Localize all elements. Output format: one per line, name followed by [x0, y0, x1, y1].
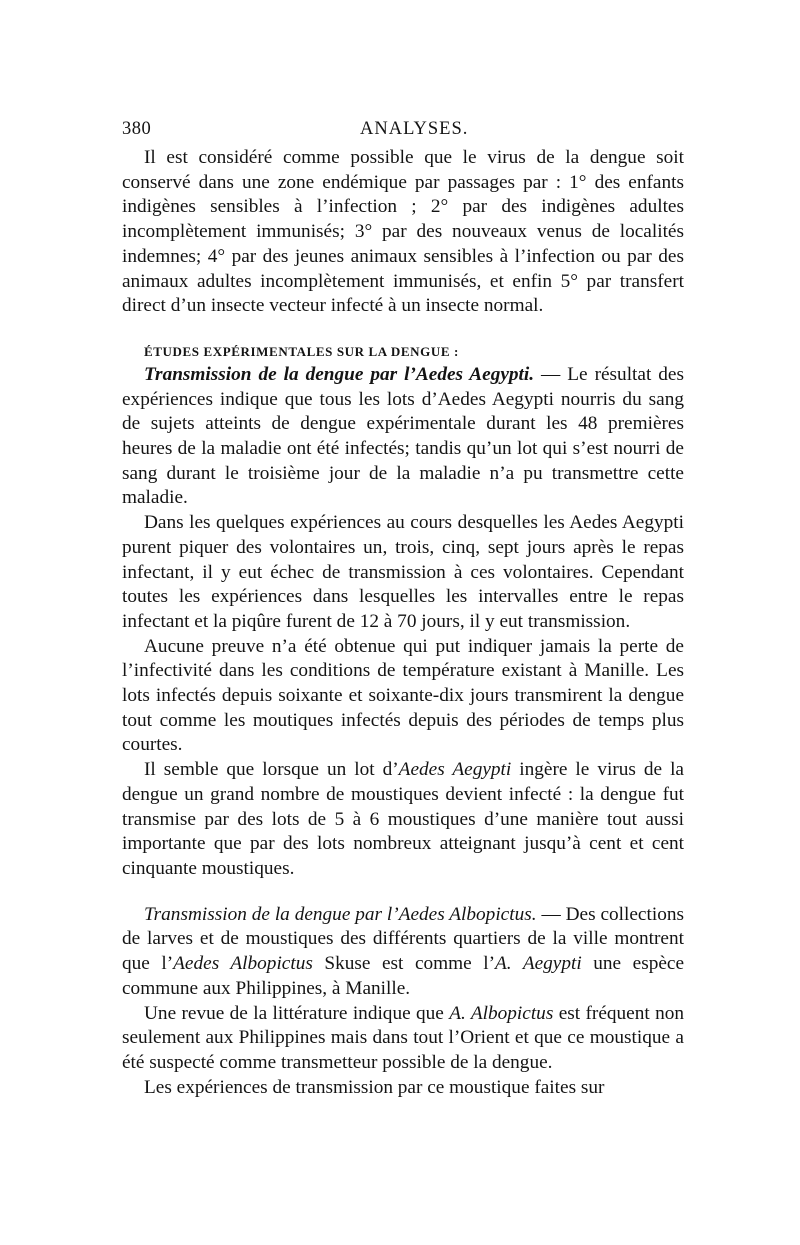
paragraph-text: ingère le virus de la dengue un grand nombre de moustiques devient infecté : la dengue fut transmise par des lots de 5 à 6 moustiques d’une manière tout aussi importante que par des lots nombreux atteignant jusqu’à cent et cent cinquante moustiques.	[122, 759, 684, 879]
paragraph-transmission-experiments: Les expériences de transmission par ce moustique faites sur	[144, 1076, 605, 1098]
paragraph-lead-title: Transmission de la dengue par l’Aedes Albopictus.	[144, 903, 537, 925]
paragraph-aegypti-transmission	[122, 363, 684, 511]
paragraph-text: est fréquent non seulement aux Philippines mais dans tout l’Orient et que ce moustique a été suspecté comme transmetteur possible de la dengue.	[122, 1002, 684, 1073]
paragraph-infectivity: Aucune preuve n’a été obtenue qui put indiquer jamais la perte de l’infectivité dans les conditions de température existant à Manille. Les lots infectés depuis soixante et soixante-dix jours transmirent la dengue tout comme les moutiques infectés depuis des périodes de temps plus courtes.	[122, 635, 684, 756]
paragraph-text: Il semble que lorsque un lot d’	[144, 759, 399, 781]
paragraph-albopictus-transmission	[122, 903, 684, 1002]
paragraph-lead-title: Transmission de la dengue par l’Aedes Aegypti.	[144, 363, 535, 385]
paragraph-literature-review	[122, 1002, 684, 1076]
species-name: Aedes Albopictus	[173, 953, 313, 975]
paragraph-text: Skuse est comme l’	[312, 953, 496, 975]
paragraph-volunteer-experiments: Dans les quelques expériences au cours desquelles les Aedes Aegypti purent piquer des volontaires un, trois, cinq, sept jours après le repas infectant, il y eut échec de transmission à ces volontaires. Cependant toutes les expériences dans lesquelles les intervalles entre le repas infectant et la piqûre furent de 12 à 70 jours, il y eut transmission.	[122, 512, 684, 632]
page-number: 380	[122, 119, 152, 139]
species-name: A. Aegypti	[495, 953, 582, 975]
paragraph-text: — Des collections de larves et de moustiques des différents quartiers de la ville montrent que l’	[122, 903, 684, 975]
body-text	[122, 146, 684, 1100]
paragraph-virus-conservation: Il est considéré comme possible que le virus de la dengue soit conservé dans une zone endémique par passages par : 1° des enfants indigènes sensibles à l’infection ; 2° par des indigènes adultes incomplètement immunisés; 3° par des nouveaux venus de localités indemnes; 4° par des jeunes animaux sensibles à l’infection ou par des animaux adultes incomplètement immunisés, et enfin 5° par transfert direct d’un insecte vecteur infecté à un insecte normal.	[122, 147, 684, 317]
paragraph-text: Une revue de la littérature indique que	[144, 1002, 450, 1024]
running-header	[122, 115, 682, 145]
paragraph-mosquito-count	[122, 758, 684, 882]
species-name: A. Albopictus	[449, 1002, 554, 1024]
paragraph-gap	[122, 882, 684, 903]
running-title: ANALYSES.	[360, 119, 469, 139]
section-heading: ÉTUDES EXPÉRIMENTALES SUR LA DENGUE :	[144, 343, 459, 359]
paragraph-text: une espèce commune aux Philippines, à Manille.	[122, 953, 685, 999]
paragraph-text: — Le résultat des expériences indique que tous les lots d’Aedes Aegypti nourris du sang de sujets atteints de dengue expérimentale durant les 48 premières heures de la maladie ont été infectés; tandis qu’un lot qui s’est nourri de sang durant le troisième jour de la maladie n’a pu transmettre cette maladie.	[122, 363, 684, 509]
species-name: Aedes Aegypti	[398, 759, 512, 781]
